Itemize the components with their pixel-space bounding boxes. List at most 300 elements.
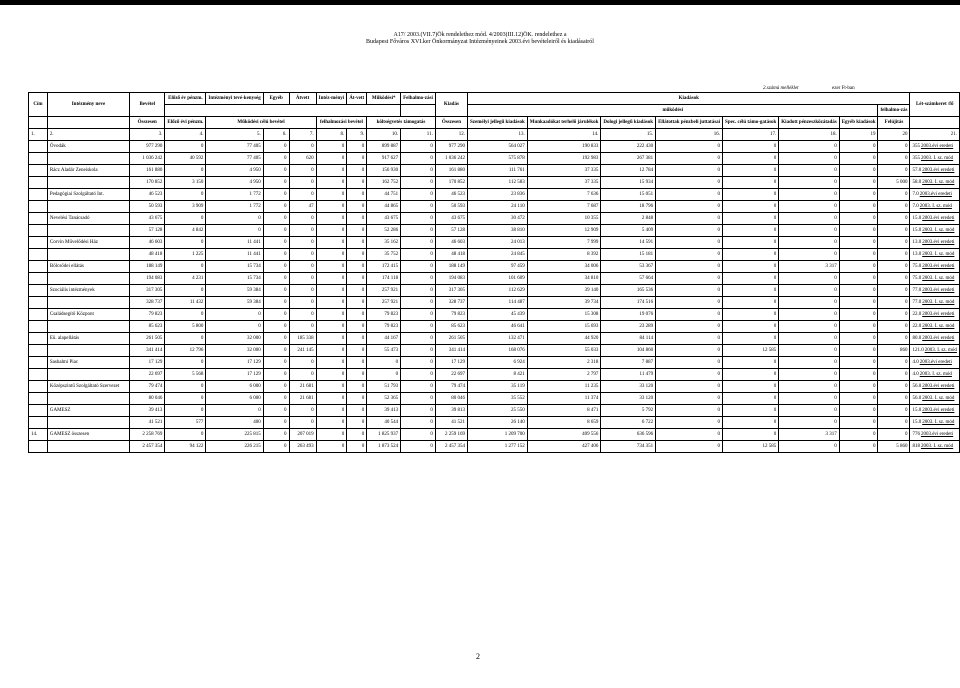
head-gap-2 [401, 105, 436, 117]
row-note: 2003. I. sz. mód [922, 395, 955, 401]
row-number [29, 381, 48, 393]
value-cell: 0 [723, 369, 779, 381]
value-cell: 3 317 [779, 429, 839, 441]
value-cell: 0 [839, 333, 878, 345]
value-cell: 3 150 [165, 177, 206, 189]
value-cell: 0 [263, 393, 289, 405]
value-cell: 0 [263, 417, 289, 429]
value-cell: 0 [779, 405, 839, 417]
value-cell: 0 [656, 153, 723, 165]
headcount-value: 15.0 [912, 419, 922, 425]
head-mukodesi-group: működési [468, 105, 878, 117]
value-cell: 564 027 [468, 141, 528, 153]
value-cell: 0 [779, 189, 839, 201]
value-cell: 0 [367, 369, 401, 381]
table-row [29, 153, 960, 165]
row-number [29, 321, 48, 333]
institution-name: Pedagógiai Szolgáltató Int. [47, 189, 129, 201]
row-number [29, 261, 48, 273]
value-cell: 162 752 [367, 177, 401, 189]
column-number: 14. [527, 129, 601, 141]
value-cell: 1 209 700 [468, 429, 528, 441]
value-cell: 427 406 [527, 441, 601, 453]
value-cell: 0 [723, 333, 779, 345]
value-cell: 2 457 354 [130, 441, 165, 453]
value-cell: 2 457 354 [435, 441, 467, 453]
column-number: 19 [839, 129, 878, 141]
headcount-value: 15.0 [912, 407, 922, 413]
value-cell: 0 [656, 261, 723, 273]
head-intezmenyi-tevekenyseg: Intézményi tevé-kenység [206, 93, 263, 105]
value-cell: 0 [779, 393, 839, 405]
page-number: 2 [476, 652, 480, 661]
value-cell: 0 [289, 225, 316, 237]
value-cell [910, 369, 960, 381]
value-cell: 0 [347, 165, 367, 177]
value-cell: 4 231 [165, 273, 206, 285]
headcount-value: 13.0 [912, 239, 922, 245]
row-number [29, 225, 48, 237]
row-number [29, 285, 48, 297]
row-number [29, 369, 48, 381]
value-cell: 194 083 [130, 273, 165, 285]
head-sub-8: Felújítás [878, 117, 910, 129]
value-cell: 57 128 [435, 225, 467, 237]
head-cim: Cím [29, 93, 48, 117]
value-cell: 0 [316, 309, 347, 321]
value-cell: 0 [401, 261, 436, 273]
value-cell: 0 [723, 309, 779, 321]
value-cell: 0 [401, 357, 436, 369]
value-cell: 5 409 [601, 225, 656, 237]
column-number: 16. [656, 129, 723, 141]
value-cell: 341 414 [130, 345, 165, 357]
row-number [29, 177, 48, 189]
value-cell: 0 [656, 249, 723, 261]
row-note: 2003.évi eredeti [922, 167, 955, 173]
value-cell: 0 [263, 165, 289, 177]
value-cell: 226 215 [206, 441, 263, 453]
value-cell: 0 [263, 177, 289, 189]
table-row [29, 309, 960, 321]
value-cell: 0 [401, 153, 436, 165]
row-note: 2003. I. sz. mód [922, 419, 955, 425]
value-cell: 185 338 [289, 333, 316, 345]
headcount-value: 57.0 [912, 167, 922, 173]
value-cell: 0 [263, 297, 289, 309]
value-cell: 1 772 [206, 201, 263, 213]
institution-name [47, 369, 129, 381]
value-cell: 0 [839, 417, 878, 429]
headcount-value: 15.0 [912, 227, 922, 233]
headcount-value: 355 [912, 143, 920, 149]
row-note: 2003.évi eredeti [922, 407, 955, 413]
institution-name [47, 177, 129, 189]
value-cell: 0 [347, 213, 367, 225]
value-cell: 0 [723, 213, 779, 225]
value-cell: 52 365 [367, 393, 401, 405]
head-kiadas: Kiadás [435, 93, 467, 117]
institution-name [47, 153, 129, 165]
value-cell: 0 [289, 261, 316, 273]
value-cell [910, 297, 960, 309]
table-row [29, 141, 960, 153]
value-cell: 267 381 [601, 153, 656, 165]
value-cell: 0 [839, 213, 878, 225]
value-cell: 0 [367, 357, 401, 369]
row-number: 14. [29, 429, 48, 441]
value-cell: 23 289 [601, 321, 656, 333]
row-number [29, 309, 48, 321]
value-cell: 0 [289, 309, 316, 321]
row-note: 2003.évi eredeti [919, 191, 952, 197]
value-cell: 5 000 [878, 177, 910, 189]
value-cell: 15 693 [527, 321, 601, 333]
value-cell: 0 [347, 177, 367, 189]
column-number: 12. [435, 129, 467, 141]
row-number [29, 393, 48, 405]
head-atvett: Átvett [289, 93, 316, 105]
table-row [29, 369, 960, 381]
value-cell: 24 110 [468, 201, 528, 213]
header-line-2: Budapest Főváros XVI.ker Önkormányzat Intézményeinek 2003.évi bevételeiről és kiadásairól [366, 39, 594, 45]
value-cell: 15 934 [601, 177, 656, 189]
head-felhalmozasi-bevetel: felhalmozási bevétel [316, 117, 367, 129]
value-cell [910, 177, 960, 189]
value-cell: 0 [779, 225, 839, 237]
value-cell: 80 046 [435, 393, 467, 405]
value-cell: 0 [779, 201, 839, 213]
value-cell: 7 687 [527, 201, 601, 213]
value-cell: 0 [347, 153, 367, 165]
value-cell: 0 [656, 177, 723, 189]
value-cell: 11 432 [165, 297, 206, 309]
headcount-value: 22.0 [912, 311, 922, 317]
value-cell: 0 [316, 357, 347, 369]
row-number [29, 333, 48, 345]
head-sub-4: Ellátottak pénzbeli juttatásai [656, 117, 723, 129]
value-cell: 0 [347, 381, 367, 393]
value-cell [910, 249, 960, 261]
value-cell: 7 999 [527, 237, 601, 249]
value-cell: 0 [656, 189, 723, 201]
value-cell: 0 [263, 225, 289, 237]
institution-name [47, 393, 129, 405]
value-cell: 0 [316, 153, 347, 165]
value-cell: 0 [347, 405, 367, 417]
value-cell: 0 [347, 201, 367, 213]
value-cell: 40 592 [165, 153, 206, 165]
value-cell: 172 415 [367, 261, 401, 273]
value-cell [910, 405, 960, 417]
value-cell: 2 797 [527, 369, 601, 381]
value-cell: 0 [839, 285, 878, 297]
row-note: 2003. I. sz. mód [922, 299, 955, 305]
value-cell: 50 593 [435, 201, 467, 213]
value-cell: 97 459 [468, 261, 528, 273]
value-cell: 6 000 [206, 393, 263, 405]
value-cell: 0 [723, 225, 779, 237]
value-cell: 0 [723, 177, 779, 189]
value-cell: 0 [347, 429, 367, 441]
value-cell: 241 145 [289, 345, 316, 357]
value-cell: 0 [263, 309, 289, 321]
value-cell: 44 920 [527, 333, 601, 345]
value-cell: 0 [165, 405, 206, 417]
value-cell: 0 [289, 297, 316, 309]
value-cell: 0 [347, 309, 367, 321]
value-cell: 0 [878, 417, 910, 429]
value-cell: 0 [316, 417, 347, 429]
value-cell: 0 [839, 345, 878, 357]
value-cell: 0 [839, 177, 878, 189]
head-sub-7: Egyéb kiadások [839, 117, 878, 129]
value-cell: 33 120 [601, 393, 656, 405]
value-cell: 0 [165, 165, 206, 177]
value-cell: 55 033 [527, 345, 601, 357]
value-cell: 734 351 [601, 441, 656, 453]
value-cell: 15 308 [527, 309, 601, 321]
value-cell: 0 [165, 237, 206, 249]
value-cell: 917 627 [367, 153, 401, 165]
value-cell: 33 120 [601, 381, 656, 393]
value-cell: 0 [779, 297, 839, 309]
value-cell: 0 [656, 369, 723, 381]
row-number [29, 405, 48, 417]
institution-name [47, 345, 129, 357]
value-cell: 41 521 [435, 417, 467, 429]
table-row [29, 249, 960, 261]
column-number: 10. [367, 129, 401, 141]
value-cell: 35 162 [367, 237, 401, 249]
value-cell: 400 [206, 417, 263, 429]
value-cell: 0 [401, 237, 436, 249]
value-cell: 40 544 [367, 417, 401, 429]
value-cell: 2 259 169 [435, 429, 467, 441]
value-cell: 190 833 [527, 141, 601, 153]
value-cell: 0 [723, 165, 779, 177]
value-cell: 0 [263, 405, 289, 417]
value-cell: 0 [839, 357, 878, 369]
value-cell: 0 [779, 381, 839, 393]
value-cell: 5 568 [165, 369, 206, 381]
value-cell: 0 [316, 333, 347, 345]
value-cell: 0 [839, 405, 878, 417]
head-felhalmozas: felhalmo-zás [878, 105, 910, 117]
value-cell: 39 413 [367, 405, 401, 417]
value-cell: 0 [723, 201, 779, 213]
row-number [29, 201, 48, 213]
head-mukodesi-celu: Működési célú bevétel [206, 117, 316, 129]
value-cell: 0 [878, 381, 910, 393]
value-cell: 0 [165, 261, 206, 273]
value-cell: 0 [401, 345, 436, 357]
value-cell: 0 [779, 357, 839, 369]
value-cell: 112 583 [468, 177, 528, 189]
value-cell: 11 374 [527, 393, 601, 405]
unit-label: ezer Ft-ban [832, 86, 855, 91]
row-note: 2003. I. sz. mód [922, 227, 955, 233]
value-cell: 44 167 [367, 333, 401, 345]
value-cell: 2 848 [601, 213, 656, 225]
value-cell: 0 [347, 417, 367, 429]
value-cell: 0 [316, 177, 347, 189]
value-cell: 263 493 [289, 441, 316, 453]
budget-table [28, 92, 960, 453]
row-number [29, 441, 48, 453]
value-cell: 0 [839, 165, 878, 177]
value-cell: 0 [316, 441, 347, 453]
value-cell: 0 [723, 321, 779, 333]
value-cell: 59 384 [206, 297, 263, 309]
value-cell: 25 550 [468, 405, 528, 417]
value-cell: 0 [289, 177, 316, 189]
value-cell: 261 505 [435, 333, 467, 345]
value-cell: 0 [263, 237, 289, 249]
page-top-rule [0, 0, 960, 5]
value-cell: 192 983 [527, 153, 601, 165]
value-cell: 0 [347, 189, 367, 201]
value-cell: 104 860 [601, 345, 656, 357]
value-cell: 0 [289, 141, 316, 153]
table-row [29, 333, 960, 345]
institution-name: Családsegítő Központ [47, 309, 129, 321]
value-cell: 0 [347, 141, 367, 153]
value-cell: 0 [347, 393, 367, 405]
value-cell: 0 [779, 285, 839, 297]
value-cell: 17 129 [130, 357, 165, 369]
value-cell: 22 697 [130, 369, 165, 381]
value-cell: 15 181 [601, 249, 656, 261]
column-number: 13. [468, 129, 528, 141]
institution-name: Óvodák [47, 141, 129, 153]
value-cell [910, 309, 960, 321]
row-note: 2003.évi eredeti [922, 383, 955, 389]
value-cell: 0 [289, 237, 316, 249]
value-cell: 37 335 [527, 177, 601, 189]
value-cell: 0 [401, 225, 436, 237]
row-number [29, 357, 48, 369]
value-cell: 0 [839, 273, 878, 285]
value-cell: 24 013 [468, 237, 528, 249]
value-cell: 0 [839, 381, 878, 393]
value-cell: 0 [723, 405, 779, 417]
row-note: 2003. I. sz. mód [924, 347, 957, 353]
value-cell: 0 [165, 189, 206, 201]
value-cell: 35 752 [367, 249, 401, 261]
value-cell: 0 [656, 441, 723, 453]
value-cell: 1 036 242 [435, 153, 467, 165]
institution-name [47, 441, 129, 453]
value-cell: 17 129 [435, 357, 467, 369]
table-row [29, 237, 960, 249]
head-bevetel: Bevétel [130, 93, 165, 117]
value-cell: 15 734 [206, 261, 263, 273]
table-row [29, 429, 960, 441]
value-cell: 12 796 [165, 345, 206, 357]
value-cell: 2 318 [527, 357, 601, 369]
value-cell: 0 [401, 393, 436, 405]
head-atvett-2: Át-vett [347, 93, 367, 105]
value-cell: 0 [401, 441, 436, 453]
headcount-value: 77.0 [912, 299, 922, 305]
value-cell: 18 796 [601, 201, 656, 213]
value-cell: 50 593 [130, 201, 165, 213]
value-cell: 0 [316, 285, 347, 297]
value-cell: 12 585 [723, 345, 779, 357]
value-cell: 0 [656, 345, 723, 357]
table-row [29, 225, 960, 237]
column-number: 2. [47, 129, 129, 141]
headcount-value: 7.0 [912, 203, 919, 209]
value-cell: 222 430 [601, 141, 656, 153]
value-cell: 46 603 [435, 237, 467, 249]
value-cell: 22 697 [435, 369, 467, 381]
value-cell: 0 [656, 213, 723, 225]
value-cell: 17 129 [206, 369, 263, 381]
value-cell: 0 [347, 285, 367, 297]
value-cell: 0 [779, 237, 839, 249]
value-cell [910, 153, 960, 165]
head-intezmenyi: Intéz-ményi [316, 93, 347, 105]
value-cell: 23 836 [468, 189, 528, 201]
value-cell: 0 [401, 417, 436, 429]
value-cell: 0 [779, 417, 839, 429]
value-cell: 577 [165, 417, 206, 429]
head-elozo-ev: Előző év pénzm. [165, 93, 206, 105]
value-cell: 0 [723, 429, 779, 441]
headcount-value: 776 [912, 431, 920, 437]
value-cell: 0 [656, 417, 723, 429]
value-cell: 0 [289, 189, 316, 201]
value-cell: 0 [347, 237, 367, 249]
value-cell: 34 810 [527, 273, 601, 285]
value-cell: 0 [656, 225, 723, 237]
value-cell: 0 [347, 261, 367, 273]
value-cell: 14 591 [601, 237, 656, 249]
table-row [29, 345, 960, 357]
value-cell: 0 [839, 153, 878, 165]
value-cell: 39 140 [527, 285, 601, 297]
value-cell: 0 [656, 381, 723, 393]
value-cell: 0 [878, 333, 910, 345]
value-cell [910, 357, 960, 369]
value-cell: 19 076 [601, 309, 656, 321]
head-sub-2: Munkaadókat terhelő járulékok [527, 117, 601, 129]
value-cell: 0 [839, 297, 878, 309]
row-note: 2003.évi eredeti [922, 263, 955, 269]
value-cell: 0 [779, 213, 839, 225]
value-cell: 0 [779, 333, 839, 345]
value-cell: 860 [878, 345, 910, 357]
table-row [29, 417, 960, 429]
value-cell: 0 [316, 345, 347, 357]
value-cell: 0 [347, 249, 367, 261]
value-cell: 0 [263, 213, 289, 225]
value-cell: 21 681 [289, 381, 316, 393]
value-cell: 165 536 [601, 285, 656, 297]
value-cell: 0 [316, 393, 347, 405]
table-row [29, 405, 960, 417]
institution-name [47, 225, 129, 237]
value-cell: 409 556 [527, 429, 601, 441]
value-cell: 977 290 [130, 141, 165, 153]
value-cell: 45 439 [468, 309, 528, 321]
value-cell: 170 852 [130, 177, 165, 189]
value-cell: 0 [401, 429, 436, 441]
value-cell: 0 [401, 141, 436, 153]
table-row [29, 441, 960, 453]
